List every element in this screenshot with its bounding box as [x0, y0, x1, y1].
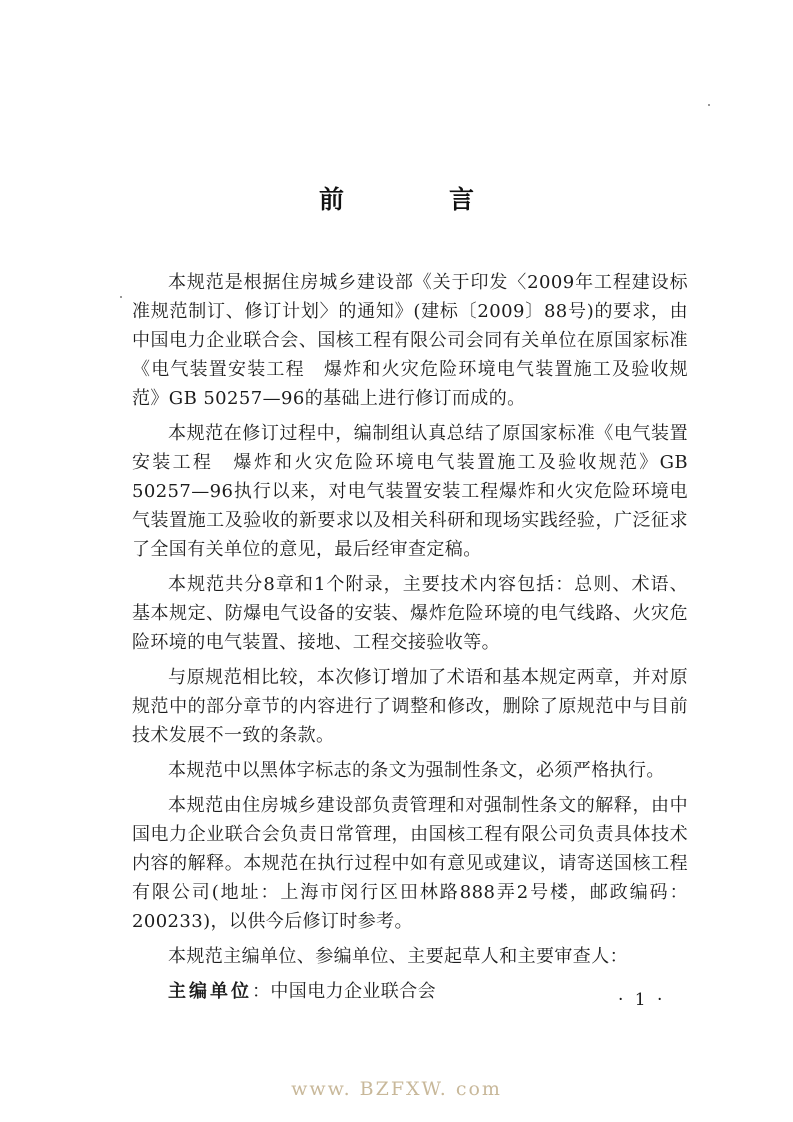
body-text	[132, 268, 688, 1012]
chief-editor-line	[132, 977, 688, 1006]
watermark-text: www. BZFXW. com	[291, 1078, 502, 1100]
chief-editor-label: 主编单位	[168, 981, 252, 1002]
paragraph-7: 本规范主编单位、参编单位、主要起草人和主要审查人：	[168, 946, 628, 967]
paragraph-4: 与原规范相比较，本次修订增加了术语和基本规定两章，并对原规范中的部分章节的内容进行了调整和修改，删除了原规范中与目前技术发展不一致的条款。	[132, 667, 688, 746]
page-title: 前 言	[318, 185, 514, 214]
chief-editor-value: ：中国电力企业联合会	[252, 981, 436, 1002]
page-number: · 1 ·	[618, 990, 666, 1010]
paragraph-5: 本规范中以黑体字标志的条文为强制性条文，必须严格执行。	[168, 760, 665, 781]
paragraph-2: 本规范在修订过程中，编制组认真总结了原国家标准《电气装置安装工程 爆炸和火灾危险环境电气装置施工及验收规范》GB 50257—96执行以来，对电气装置安装工程爆炸和火灾危险环境电气装置施工及验收的新要求以及相关科研和现场实践经验，广泛征求了全国有关单位的意见，最后经审查定稿。	[132, 423, 688, 560]
paragraph-1: 本规范是根据住房城乡建设部《关于印发〈2009年工程建设标准规范制订、修订计划〉的通知》(建标〔2009〕88号)的要求，由中国电力企业联合会、国核工程有限公司会同有关单位在原国家标准《电气装置安装工程 爆炸和火灾危险环境电气装置施工及验收规范》GB 50257—96的基础上进行修订而成的。	[132, 272, 688, 409]
paragraph-3: 本规范共分8章和1个附录，主要技术内容包括：总则、术语、基本规定、防爆电气设备的安装、爆炸危险环境的电气线路、火灾危险环境的电气装置、接地、工程交接验收等。	[132, 574, 688, 653]
paragraph-6: 本规范由住房城乡建设部负责管理和对强制性条文的解释，由中国电力企业联合会负责日常管理，由国核工程有限公司负责具体技术内容的解释。本规范在执行过程中如有意见或建议，请寄送国核工程有限公司(地址：上海市闵行区田林路888弄2号楼，邮政编码：200233)，以供今后修订时参考。	[132, 795, 688, 932]
scan-speck	[120, 296, 122, 298]
scan-speck	[708, 104, 710, 106]
